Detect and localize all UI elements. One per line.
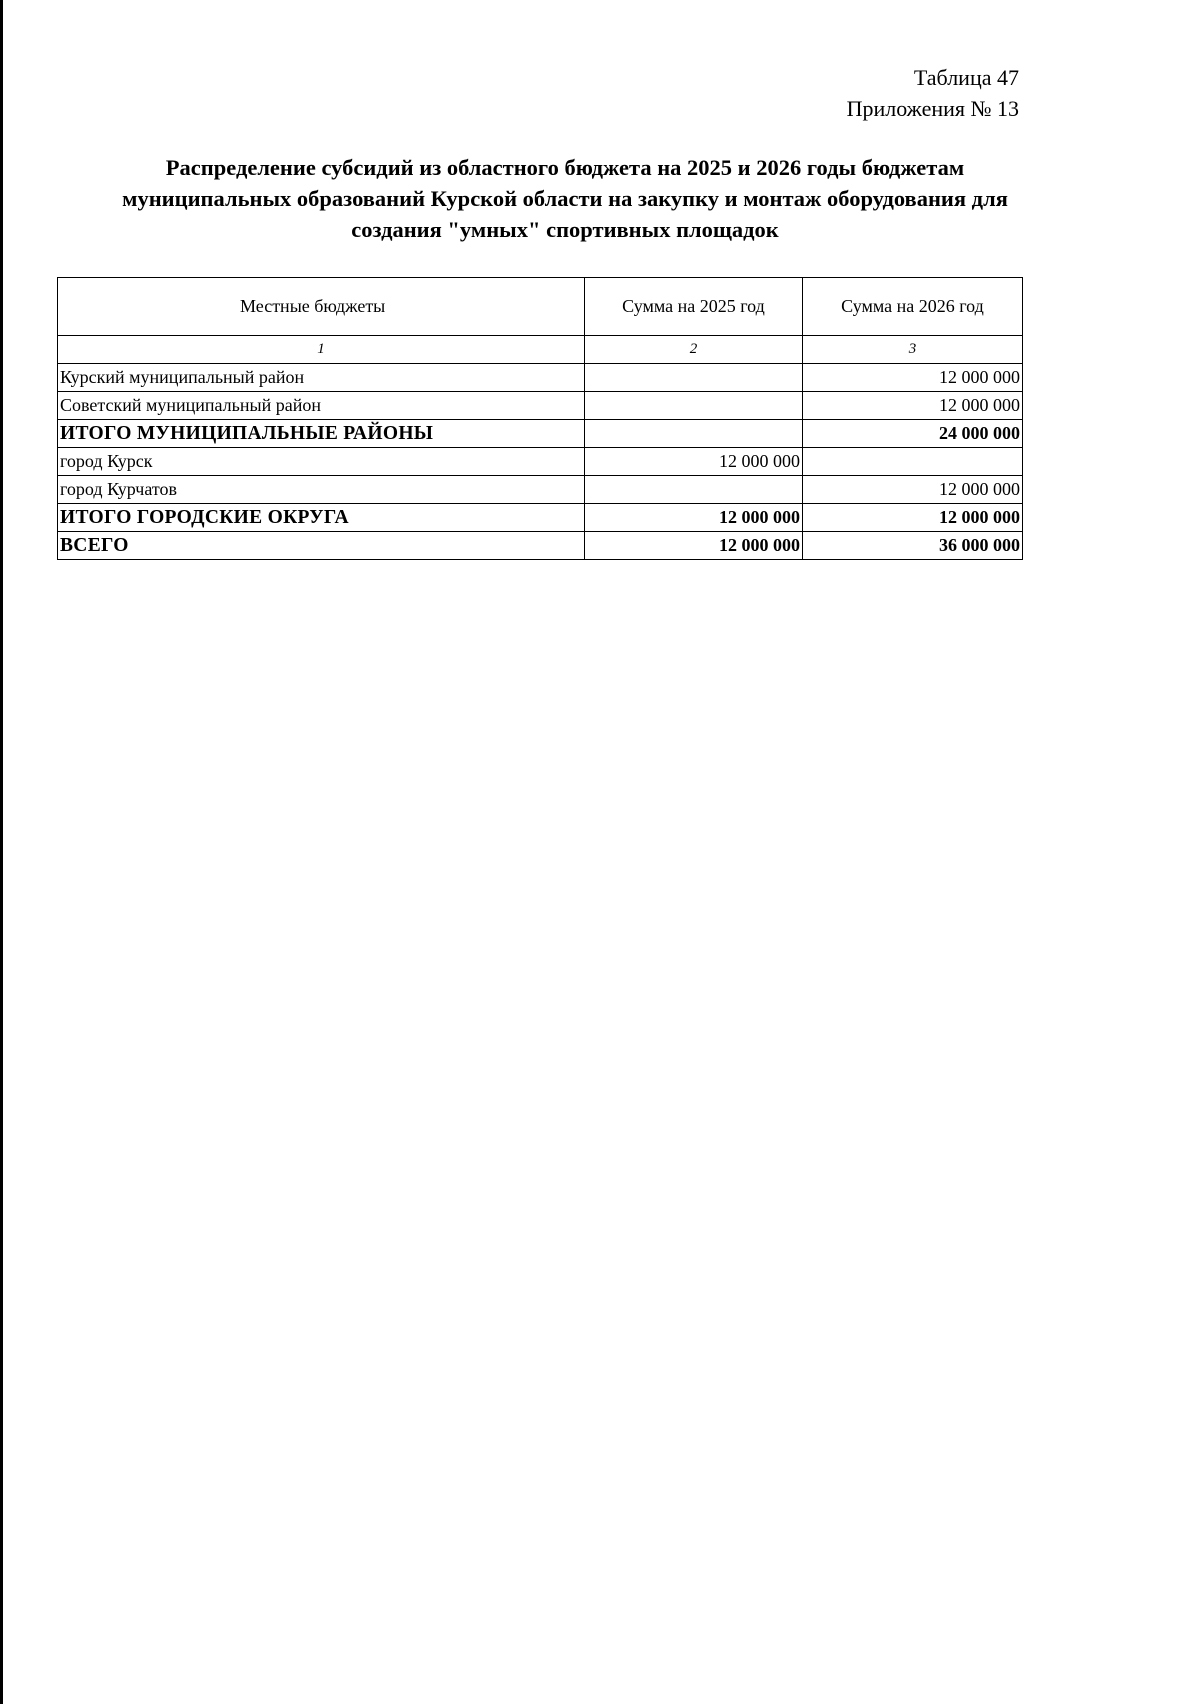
row-name: Курский муниципальный район (58, 364, 585, 392)
total-row (58, 532, 1023, 560)
amount-2026: 12 000 000 (803, 476, 1023, 504)
amount-2025 (585, 364, 803, 392)
amount-2026: 36 000 000 (803, 532, 1023, 560)
amount-2026: 12 000 000 (803, 392, 1023, 420)
subtotal-row (58, 420, 1023, 448)
subsidy-table (57, 277, 1023, 560)
table-row (58, 476, 1023, 504)
row-name: город Курчатов (58, 476, 585, 504)
column-number: 2 (585, 336, 803, 364)
amount-2026: 12 000 000 (803, 364, 1023, 392)
amount-2025 (585, 392, 803, 420)
column-header-budgets: Местные бюджеты (58, 278, 585, 336)
appendix-number: Приложения № 13 (846, 96, 1019, 121)
amount-2025: 12 000 000 (585, 448, 803, 476)
table-row (58, 448, 1023, 476)
subtotal-row (58, 504, 1023, 532)
row-name: ИТОГО ГОРОДСКИЕ ОКРУГА (58, 504, 585, 532)
amount-2025: 12 000 000 (585, 504, 803, 532)
amount-2025 (585, 476, 803, 504)
table-row (58, 364, 1023, 392)
document-title (40, 152, 1090, 245)
amount-2026: 24 000 000 (803, 420, 1023, 448)
column-header-2025: Сумма на 2025 год (585, 278, 803, 336)
amount-2026: 12 000 000 (803, 504, 1023, 532)
title-line-3: создания "умных" спортивных площадок (351, 217, 779, 242)
row-name: город Курск (58, 448, 585, 476)
row-name: ИТОГО МУНИЦИПАЛЬНЫЕ РАЙОНЫ (58, 420, 585, 448)
column-numbers-row (58, 336, 1023, 364)
table-row (58, 392, 1023, 420)
title-line-1: Распределение субсидий из областного бюджета на 2025 и 2026 годы бюджетам (165, 155, 965, 180)
column-number: 3 (803, 336, 1023, 364)
amount-2025 (585, 420, 803, 448)
column-number: 1 (58, 336, 585, 364)
amount-2025: 12 000 000 (585, 532, 803, 560)
amount-2026 (803, 448, 1023, 476)
title-line-2: муниципальных образований Курской области на закупку и монтаж оборудования для (122, 186, 1008, 211)
page-edge (0, 0, 3, 1704)
table-header-row (58, 278, 1023, 336)
row-name: Советский муниципальный район (58, 392, 585, 420)
column-header-2026: Сумма на 2026 год (803, 278, 1023, 336)
document-header (847, 62, 1019, 124)
table-number: Таблица 47 (913, 65, 1019, 90)
row-name: ВСЕГО (58, 532, 585, 560)
